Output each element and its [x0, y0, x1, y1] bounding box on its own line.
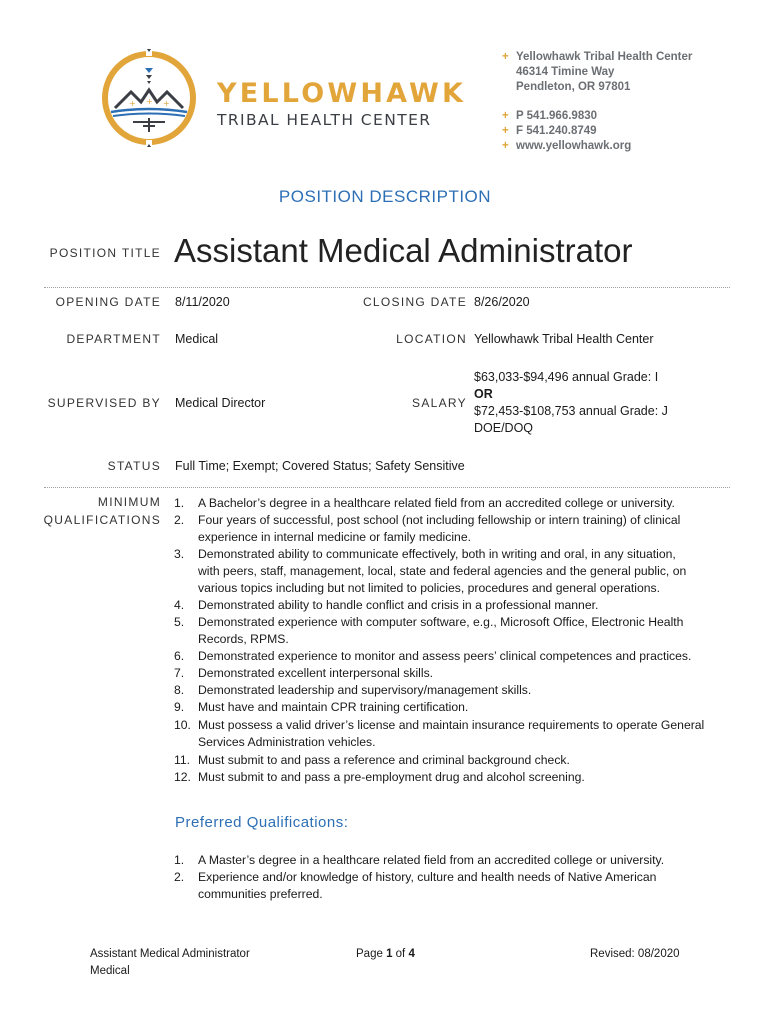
brand-block: [217, 80, 466, 130]
opening-date-label: OPENING DATE: [55, 295, 161, 309]
list-item: [174, 699, 704, 716]
opening-date: 8/11/2020: [175, 295, 230, 309]
closing-date: 8/26/2020: [474, 295, 530, 309]
page-total: 4: [408, 948, 415, 960]
contact-web-row: [502, 139, 692, 154]
contact-address: 46314 Timine Way: [516, 66, 615, 78]
contact-fax: F 541.240.8749: [516, 125, 597, 137]
list-item-text: Demonstrated experience to monitor and assess peers’ clinical competences and practices.: [198, 649, 692, 663]
preferred-qualifications-title: Preferred Qualifications:: [175, 814, 349, 831]
page-of: of: [392, 948, 409, 960]
list-item: [174, 495, 704, 512]
contact-block: [502, 50, 692, 154]
footer-doc-title: Assistant Medical Administrator: [90, 948, 250, 960]
list-item-text: Demonstrated excellent interpersonal skills.: [198, 666, 434, 680]
salary-line-3: DOE/DOQ: [474, 421, 534, 435]
salary-line-2: $72,453-$108,753 annual Grade: J: [474, 404, 668, 418]
list-item-number: 1.: [174, 496, 185, 510]
list-item-text: Demonstrated ability to communicate effectively, both in writing and oral, in any situation,: [198, 547, 676, 561]
list-item: [174, 512, 704, 546]
contact-org-row: [502, 50, 692, 65]
svg-text:+: +: [129, 99, 136, 108]
list-item-text: various topics including but not limited to policies, procedures and general operations.: [198, 581, 661, 595]
contact-city-row: [502, 80, 692, 95]
list-item: [174, 682, 704, 699]
list-item-text: experience in internal medicine or family medicine.: [198, 530, 471, 544]
list-item-number: 1.: [174, 853, 185, 867]
salary-line-1: $63,033-$94,496 annual Grade: I: [474, 370, 659, 384]
plus-icon: +: [502, 140, 509, 152]
list-item-text: Four years of successful, post school (not including fellowship or intern training) of clinical: [198, 513, 681, 527]
min-qual-label-2: QUALIFICATIONS: [43, 513, 161, 527]
brand-subtitle: TRIBAL HEALTH CENTER: [217, 111, 432, 129]
contact-city: Pendleton, OR 97801: [516, 81, 631, 93]
list-item-number: 6.: [174, 649, 185, 663]
salary-or: OR: [474, 387, 493, 401]
location: Yellowhawk Tribal Health Center: [474, 332, 654, 346]
min-qual-label-1: MINIMUM: [97, 495, 161, 509]
location-label: LOCATION: [396, 332, 467, 346]
salary-label: SALARY: [412, 396, 467, 410]
preferred-qualifications-list: [174, 852, 664, 903]
list-item: [174, 665, 704, 682]
list-item-text: Must have and maintain CPR training certification.: [198, 700, 469, 714]
contact-phone: P 541.966.9830: [516, 110, 598, 122]
contact-phone-row: [502, 109, 692, 124]
list-item-number: 8.: [174, 683, 185, 697]
divider: [44, 287, 730, 288]
list-item-number: 4.: [174, 598, 185, 612]
brand-name: YELLOWHAWK: [217, 78, 467, 109]
list-item: [174, 597, 704, 614]
status-label: STATUS: [107, 459, 161, 473]
yellowhawk-logo: [99, 48, 199, 148]
list-item: [174, 769, 704, 786]
list-item-number: 7.: [174, 666, 185, 680]
list-item-text: A Bachelor’s degree in a healthcare related field from an accredited college or university.: [198, 496, 675, 510]
contact-web[interactable]: www.yellowhawk.org: [516, 140, 632, 152]
closing-date-label: CLOSING DATE: [362, 295, 467, 309]
page-number: 1: [386, 948, 393, 960]
contact-fax-row: [502, 124, 692, 139]
svg-text:+: +: [163, 99, 170, 108]
list-item-text: Services Administration vehicles.: [198, 735, 376, 749]
list-item-number: 9.: [174, 700, 185, 714]
plus-icon: +: [502, 51, 509, 63]
list-item: [174, 717, 704, 751]
footer-left: [90, 946, 250, 980]
list-item: [174, 546, 704, 597]
position-title-label: POSITION TITLE: [49, 246, 161, 260]
page-prefix: Page: [356, 948, 387, 960]
list-item-text: Records, RPMS.: [198, 632, 289, 646]
list-item-number: 5.: [174, 615, 185, 629]
list-item-text: communities preferred.: [198, 887, 323, 901]
status: Full Time; Exempt; Covered Status; Safety Sensitive: [175, 459, 465, 473]
list-item-number: 2.: [174, 513, 185, 527]
divider: [44, 487, 730, 488]
list-item-number: 3.: [174, 547, 185, 561]
list-item: [174, 869, 664, 903]
list-item: [174, 852, 664, 869]
department-label: DEPARTMENT: [66, 332, 161, 346]
list-item-text: with peers, staff, management, local, state and federal agencies and the general public, on: [198, 564, 687, 578]
contact-org: Yellowhawk Tribal Health Center: [516, 51, 693, 63]
section-title: POSITION DESCRIPTION: [278, 187, 492, 206]
list-item-text: Must submit to and pass a reference and criminal background check.: [198, 753, 570, 767]
plus-icon: +: [502, 110, 509, 122]
list-item-number: 12.: [174, 770, 191, 784]
list-item-number: 10.: [174, 718, 191, 732]
list-item: [174, 614, 704, 648]
footer-page: [356, 946, 415, 963]
list-item-text: Must submit to and pass a pre-employment drug and alcohol screening.: [198, 770, 585, 784]
list-item-text: Demonstrated ability to handle conflict and crisis in a professional manner.: [198, 598, 599, 612]
list-item: [174, 752, 704, 769]
list-item-number: 11.: [174, 753, 191, 767]
supervised-by: Medical Director: [175, 396, 266, 410]
footer-revised: Revised: 08/2020: [590, 948, 680, 960]
supervised-by-label: SUPERVISED BY: [47, 396, 161, 410]
contact-address-row: [502, 65, 692, 80]
list-item-text: Demonstrated leadership and supervisory/management skills.: [198, 683, 532, 697]
min-qualifications-list: [174, 495, 704, 786]
list-item-text: Must possess a valid driver’s license and maintain insurance requirements to operate General: [198, 718, 705, 732]
department: Medical: [175, 332, 219, 346]
list-item-text: Experience and/or knowledge of history, culture and health needs of Native American: [198, 870, 657, 884]
footer-department: Medical: [90, 965, 130, 977]
list-item: [174, 648, 704, 665]
plus-icon: +: [502, 125, 509, 137]
list-item-text: A Master’s degree in a healthcare related field from an accredited college or university.: [198, 853, 665, 867]
list-item-number: 2.: [174, 870, 185, 884]
svg-text:+: +: [146, 97, 153, 106]
position-title: Assistant Medical Administrator: [174, 232, 633, 269]
list-item-text: Demonstrated experience with computer software, e.g., Microsoft Office, Electronic Health: [198, 615, 684, 629]
